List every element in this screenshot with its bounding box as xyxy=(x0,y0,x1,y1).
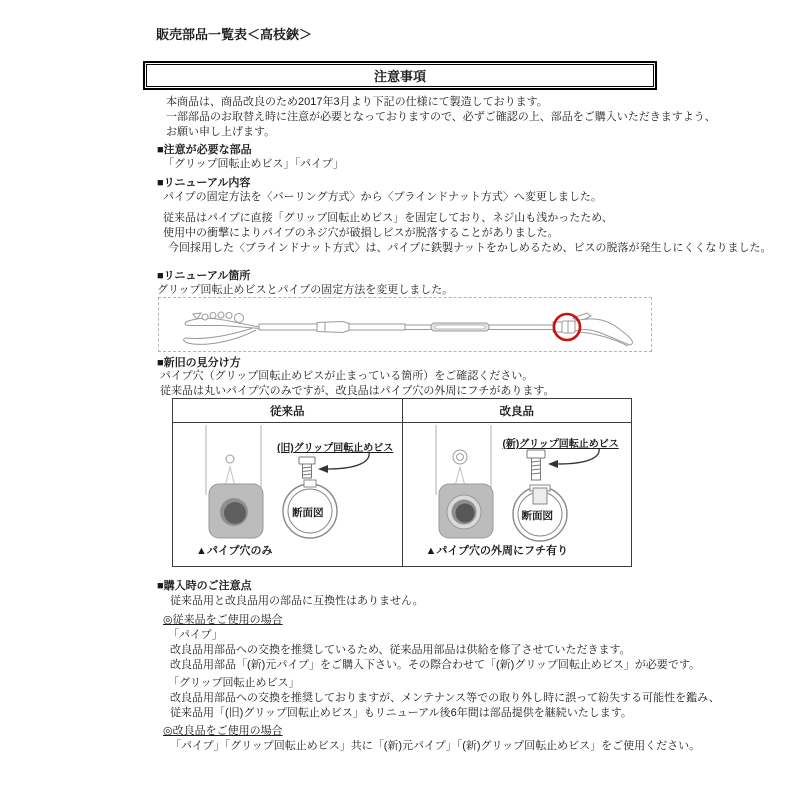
notice-header-label: 注意事項 xyxy=(146,64,654,87)
purchase-notes-body: 従来品用と改良品用の部品に互換性はありません。 xyxy=(170,595,424,607)
section-heading-purchase-notes: ■購入時のご注意点 xyxy=(157,580,252,592)
distinguish-line: パイプ穴（グリップ回転止めビスが止まっている箇所）をご確認ください。 xyxy=(160,370,534,382)
renewal-content-line: 今回採用した〈ブラインドナット方式〉は、パイプに鉄製ナットをかしめるため、ビスの脱落が発生しにくくなりました。 xyxy=(168,242,772,254)
renewal-content-line1: パイプの固定方法を〈バーリング方式〉から〈ブラインドナット方式〉へ変更しました。 xyxy=(163,191,602,203)
old-usage-pipe-line: 改良品用部品「(新)元パイプ」をご購入下さい。その際合わせて「(新)グリップ回転止めビス」が必要です。 xyxy=(170,659,700,671)
section-heading-parts-caution: ■注意が必要な部品 xyxy=(157,144,252,156)
old-product-cell xyxy=(173,423,402,566)
old-cross-section-label: 断面図 xyxy=(292,507,324,519)
intro-line: 一部部品のお取替え時に注意が必要となっておりますので、必ずご確認の上、部品をご購入いただきますよう、 xyxy=(166,111,716,123)
distinguish-paragraph xyxy=(160,369,554,399)
new-photo-caption: ▲パイプ穴の外周にフチ有り xyxy=(425,545,569,557)
old-usage-heading: ◎従来品をご使用の場合 xyxy=(163,614,283,626)
parts-caution-body: 「グリップ回転止めビス」「パイプ」 xyxy=(163,158,344,170)
old-usage-screw-label: 「グリップ回転止めビス」 xyxy=(168,677,300,689)
new-screw-label: (新)グリップ回転止めビス xyxy=(502,439,619,450)
renewal-content-line: 従来品はパイプに直接「グリップ回転止めビス」を固定しており、ネジ山も浅かったため、 xyxy=(163,212,613,224)
intro-paragraph xyxy=(166,95,716,140)
old-usage-pipe-label: 「パイプ」 xyxy=(168,629,223,641)
intro-line: 本商品は、商品改良のため2017年3月より下記の仕様にて製造しております。 xyxy=(166,96,548,108)
old-usage-pipe-paragraph xyxy=(170,643,700,673)
distinguish-line: 従来品は丸いパイプ穴のみですが、改良品はパイプ穴の外周にフチがあります。 xyxy=(160,385,555,397)
section-heading-renewal-location: ■リニューアル箇所 xyxy=(157,270,251,282)
column-header-old-product: 従来品 xyxy=(270,406,305,418)
notice-header-box xyxy=(143,61,657,90)
pole-pruner-illustration xyxy=(159,298,651,351)
pole-pruner-diagram-box xyxy=(158,297,652,352)
renewal-content-paragraph xyxy=(163,211,771,256)
new-product-cell xyxy=(402,423,632,566)
old-usage-screw-line: 改良品用部品への交換を推奨しておりますが、メンテナンス等での取り外し時に誤って紛失する可能性を鑑み、 xyxy=(170,692,720,704)
renewal-content-line: 使用中の衝撃によりパイプのネジ穴が破損しビスが脱落することがありました。 xyxy=(163,227,559,239)
new-usage-body: 「パイプ」「グリップ回転止めビス」共に「(新)元パイプ」「(新)グリップ回転止めビス」をご使用ください。 xyxy=(170,740,701,752)
page-title: 販売部品一覧表＜高枝鋏＞ xyxy=(156,27,313,42)
comparison-table xyxy=(172,398,632,567)
old-photo-caption: ▲パイプ穴のみ xyxy=(196,545,273,557)
section-heading-distinguish: ■新旧の見分け方 xyxy=(157,357,241,369)
old-usage-screw-paragraph xyxy=(170,691,720,721)
renewal-location-body: グリップ回転止めビスとパイプの固定方法を変更しました。 xyxy=(157,284,454,296)
new-usage-heading: ◎改良品をご使用の場合 xyxy=(163,725,283,737)
old-usage-pipe-line: 改良品用部品への交換を推奨しているため、従来品用部品は供給を修了させていただきます。 xyxy=(170,644,631,656)
new-cross-section-label: 断面図 xyxy=(521,510,553,522)
comparison-table-header xyxy=(173,399,631,423)
intro-line: お願い申し上げます。 xyxy=(166,126,276,138)
old-screw-label: (旧)グリップ回転止めビス xyxy=(277,443,394,454)
comparison-table-body xyxy=(173,423,631,566)
section-heading-renewal-content: ■リニューアル内容 xyxy=(157,177,251,189)
old-usage-screw-line: 従来品用「(旧)グリップ回転止めビス」もリニューアル後6年間は部品提供を継続いたします。 xyxy=(170,707,632,719)
column-header-new-product: 改良品 xyxy=(402,399,632,422)
